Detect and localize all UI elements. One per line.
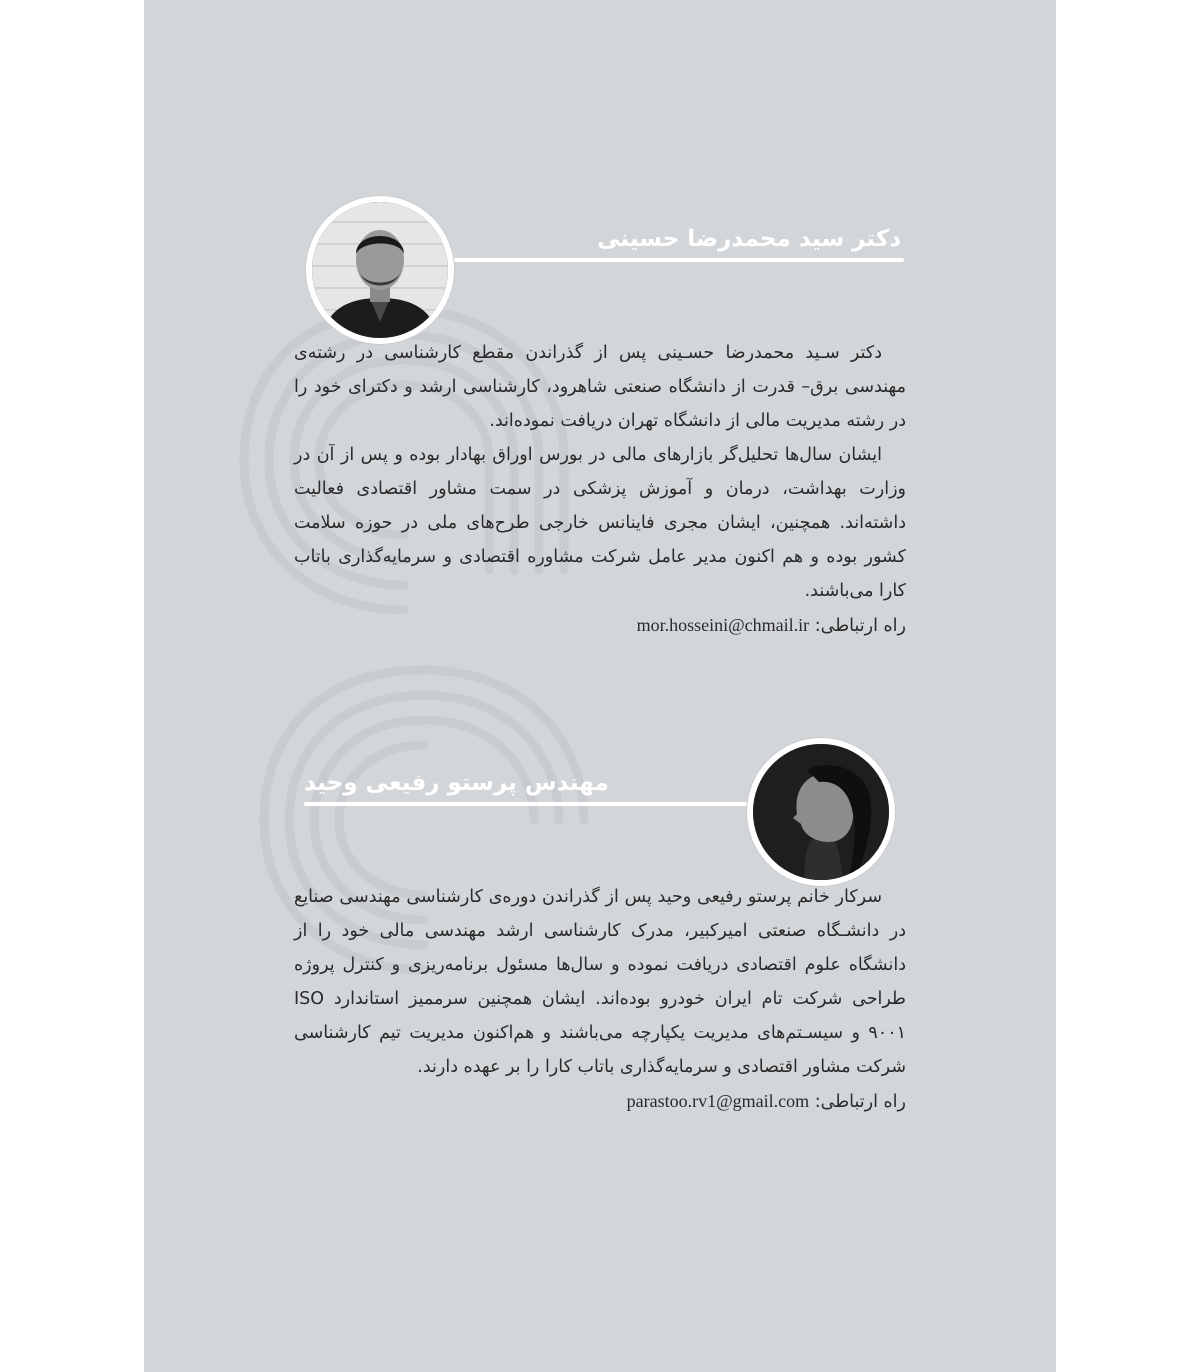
email-link[interactable]: mor.hosseini@chmail.ir — [636, 615, 810, 635]
author-bio — [294, 336, 906, 643]
author-name-title: مهندس پرستو رفیعی وحید — [304, 770, 609, 796]
contact-line — [294, 1084, 906, 1119]
bio-paragraph: ایشان سال‌ها تحلیل‌گر بازارهای مالی در بورس اوراق بهادار بوده و پس از آن در وزارت بهداشت، درمان و آموزش پزشکی در سمت مشاور اقتصادی فعالیت داشته‌اند. همچنین، ایشان مجری فاینانس خارجی طرح‌های ملی در حوزه سلامت کشور بوده و هم اکنون مدیر عامل شرکت مشاوره اقتصادی و سرمایه‌گذاری باتاب کارا می‌باشند. — [294, 445, 906, 601]
title-underline — [304, 802, 766, 806]
bio-paragraph: دکتر سـید محمدرضا حسـینی پس از گذراندن مقطع کارشناسی در رشته‌ی مهندسی برق– قدرت از دانشگاه صنعتی شاهرود، کارشناسی ارشد و دکترای خود را در رشته مدیریت مالی از دانشگاه تهران دریافت نموده‌اند. — [294, 343, 906, 431]
email-link[interactable]: parastoo.rv1@gmail.com — [626, 1091, 810, 1111]
bio-paragraph: سرکار خانم پرستو رفیعی وحید پس از گذراندن دوره‌ی کارشناسی مهندسی صنایع در دانشـگاه صنعتی امیرکبیر، مدرک کارشناسی ارشد مهندسی مالی خود را از دانشگاه علوم اقتصادی دریافت نموده و سال‌ها مسئول برنامه‌ریزی و کنترل پروژه طراحی شرکت تام ایران خودرو بوده‌اند. ایشان همچنین سرممیز استاندارد ISO ۹۰۰۱ و سیسـتم‌های مدیریت یکپارچه می‌باشند و هم‌اکنون مدیریت تیم کارشناسی شرکت مشاور اقتصادی و سرمایه‌گذاری باتاب کارا را بر عهده دارند. — [294, 887, 906, 1077]
author-bio — [294, 880, 906, 1119]
contact-label: راه ارتباطی: — [814, 616, 906, 636]
contact-label: راه ارتباطی: — [814, 1092, 906, 1112]
contact-line — [294, 608, 906, 643]
author-photo-woman-icon — [747, 738, 895, 886]
book-page — [144, 0, 1056, 1372]
author-name-title: دکتر سید محمدرضا حسینی — [597, 226, 901, 252]
author-photo-man-icon — [306, 196, 454, 344]
title-underline — [444, 258, 904, 262]
